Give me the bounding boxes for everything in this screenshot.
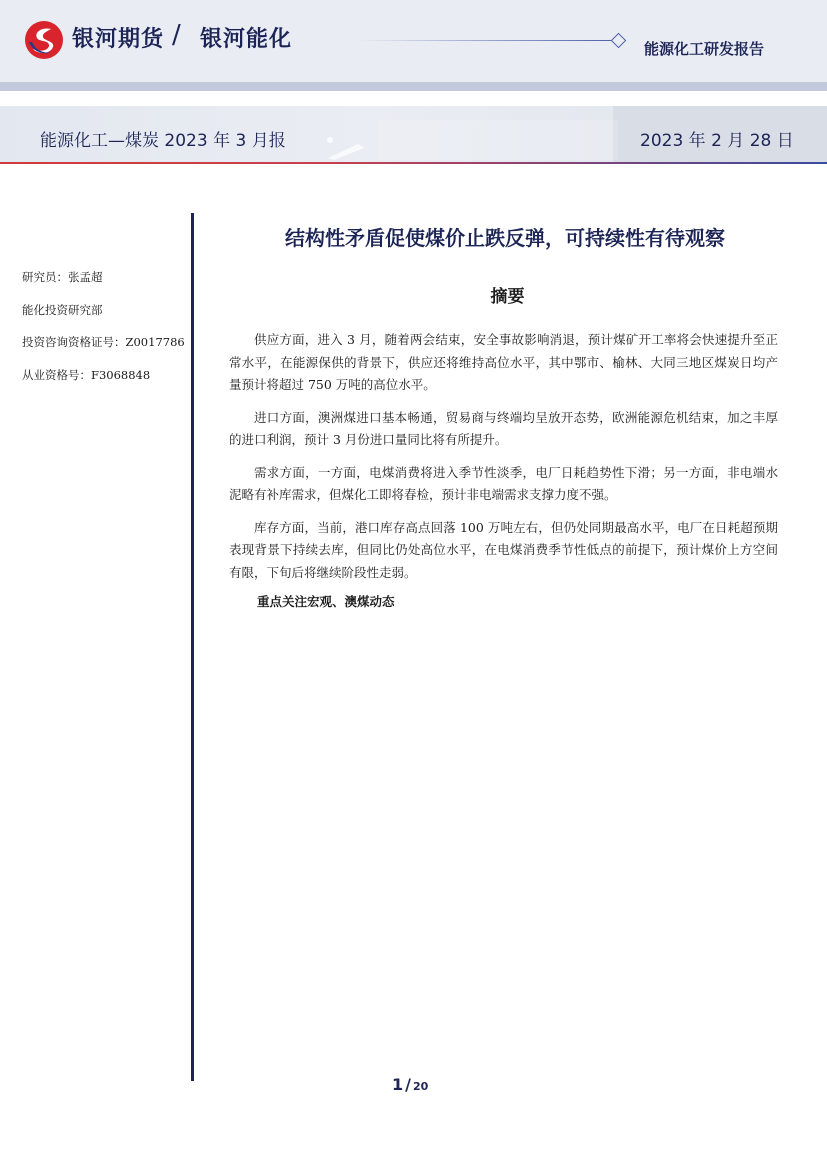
brand-name: 银河期货 [72,27,165,52]
header-stripe [0,82,827,91]
paragraph-demand: 需求方面，一方面，电煤消费将进入季节性淡季，电厂日耗趋势性下滑；另一方面，非电端水泥略有补库需求，但煤化工即将春检，预计非电端需求支撑力度不强。 [229,464,778,502]
page-separator: / [405,1075,411,1094]
band-decoration [318,120,618,160]
consult-cert: 投资咨询资格证号：Z0017786 [22,335,185,349]
practice-cert: 从业资格号：F3068848 [22,367,151,382]
report-type: 能源化工研发报告 [644,40,765,58]
team: 能化投资研究部 [22,302,103,317]
report-date: 2023 年 2 月 28 日 [640,131,794,151]
header-deco-line [360,40,618,41]
main-title: 结构性矛盾促使煤价止跌反弹，可持续性有待观察 [285,226,725,250]
abstract-heading: 摘要 [490,287,525,307]
band-underline [0,162,827,164]
page-total: 20 [412,1080,429,1093]
galaxy-logo-icon [24,20,64,60]
focus-note: 重点关注宏观、澳煤动态 [257,594,395,609]
brand-slash: / [172,20,181,50]
report-title: 能源化工—煤炭 2023 年 3 月报 [40,131,286,151]
paragraph-supply: 供应方面，进入 3 月，随着两会结束，安全事故影响消退，预计煤矿开工率将会快速提升至正常水平，在能源保供的背景下，供应还将维持高位水平，其中鄂市、榆林、大同三地区煤炭日均产量预计将超过 750 万吨的高位水平。 [229,332,778,392]
researcher: 研究员：张孟超 [22,270,103,284]
paragraph-inventory: 库存方面，当前，港口库存高点回落 100 万吨左右，但仍处同期最高水平，电厂在日耗超预期表现背景下持续去库，但同比仍处高位水平，在电煤消费季节性低点的前提下，预计煤价上方空间有限，下旬后将继续阶段性走弱。 [229,519,778,580]
author-sidebar [22,269,187,399]
page-number [392,1075,428,1094]
abstract-body [229,329,778,594]
paragraph-import: 进口方面，澳洲煤进口基本畅通，贸易商与终端均呈放开态势，欧洲能源危机结束，加之丰厚的进口利润，预计 3 月份进口量同比将有所提升。 [229,409,778,447]
sub-brand-name: 银河能化 [200,27,293,52]
page-current: 1 [392,1075,404,1094]
sidebar-divider [191,213,194,1081]
